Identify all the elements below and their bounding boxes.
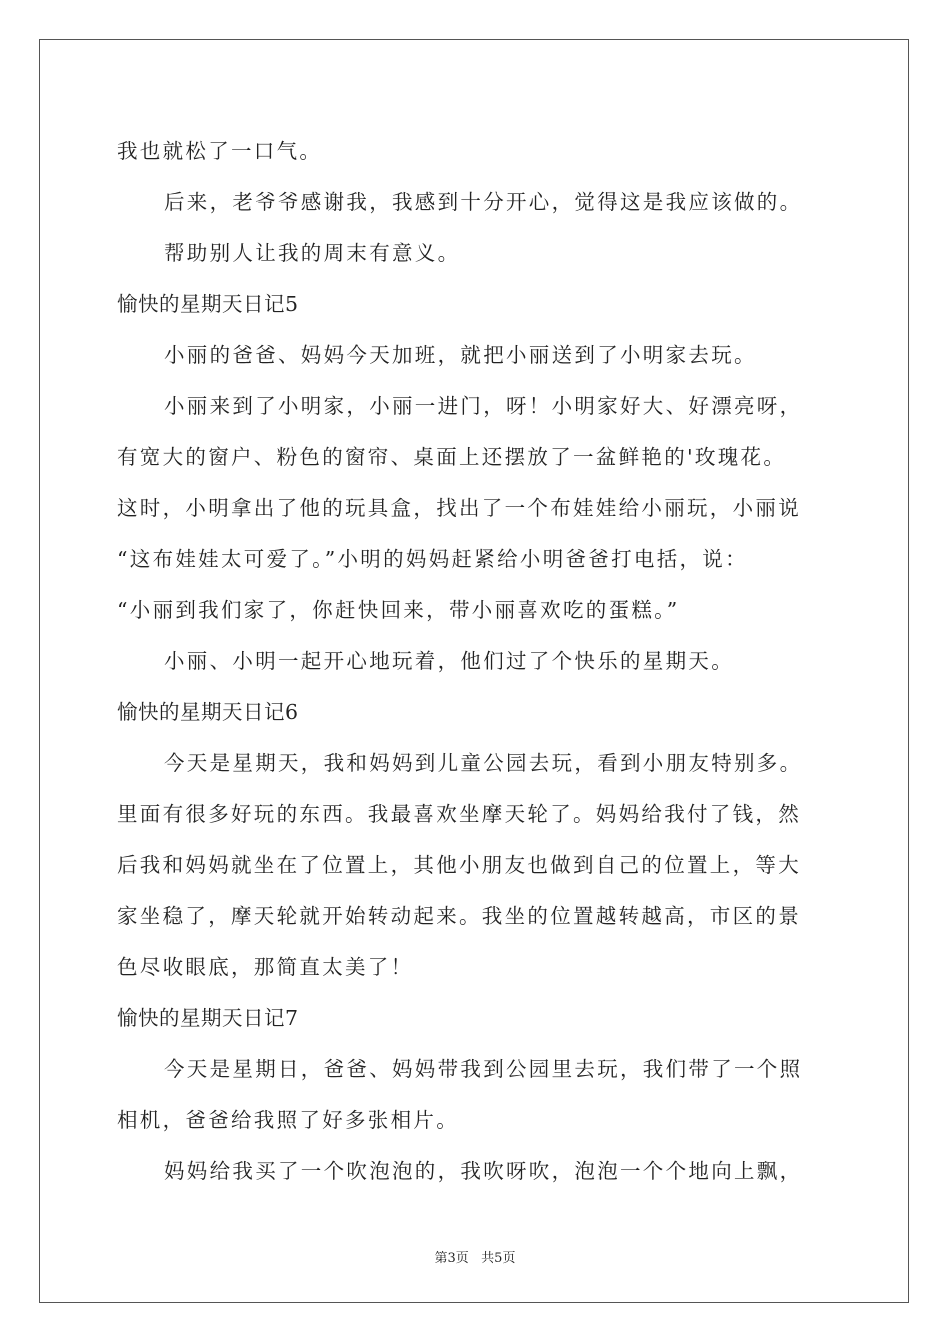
paragraph-line: 帮助别人让我的周末有意义。 [164,241,461,265]
section-heading: 愉快的星期天日记6 [117,700,299,724]
document-body [117,126,837,1197]
paragraph-line: “这布娃娃太可爱了。”小明的妈妈赶紧给小明爸爸打电括，说： [117,547,748,571]
paragraph-line: 妈妈给我买了一个吹泡泡的，我吹呀吹，泡泡一个个地向上飘， [164,1159,803,1183]
paragraph-line: 色尽收眼底，那简直太美了！ [117,955,414,979]
paragraph-line: 后我和妈妈就坐在了位置上，其他小朋友也做到自己的位置上，等大 [117,853,801,877]
paragraph-line: “小丽到我们家了，你赶快回来，带小丽喜欢吃的蛋糕。” [117,598,680,622]
paragraph-line: 这时，小明拿出了他的玩具盒，找出了一个布娃娃给小丽玩，小丽说 [117,496,801,520]
paragraph-line: 家坐稳了，摩天轮就开始转动起来。我坐的位置越转越高，市区的景 [117,904,801,928]
paragraph-line: 今天是星期天，我和妈妈到儿童公园去玩，看到小朋友特别多。 [164,751,803,775]
paragraph-line: 小丽的爸爸、妈妈今天加班，就把小丽送到了小明家去玩。 [164,343,757,367]
section-heading: 愉快的星期天日记7 [117,1006,299,1030]
paragraph-line: 小丽来到了小明家，小丽一进门，呀！小明家好大、好漂亮呀， [164,394,803,418]
paragraph-line: 相机，爸爸给我照了好多张相片。 [117,1108,459,1132]
paragraph-line: 里面有很多好玩的东西。我最喜欢坐摩天轮了。妈妈给我付了钱，然 [117,802,801,826]
section-heading: 愉快的星期天日记5 [117,292,299,316]
paragraph-line: 有宽大的窗户、粉色的窗帘、桌面上还摆放了一盆鲜艳的'玫瑰花。 [117,445,787,469]
paragraph-line: 小丽、小明一起开心地玩着，他们过了个快乐的星期天。 [164,649,734,673]
paragraph-line: 今天是星期日，爸爸、妈妈带我到公园里去玩，我们带了一个照 [164,1057,803,1081]
paragraph-line: 后来，老爷爷感谢我，我感到十分开心，觉得这是我应该做的。 [164,190,803,214]
page-number-footer: 第3页 共5页 [434,1251,516,1266]
paragraph-line: 我也就松了一口气。 [117,139,323,163]
